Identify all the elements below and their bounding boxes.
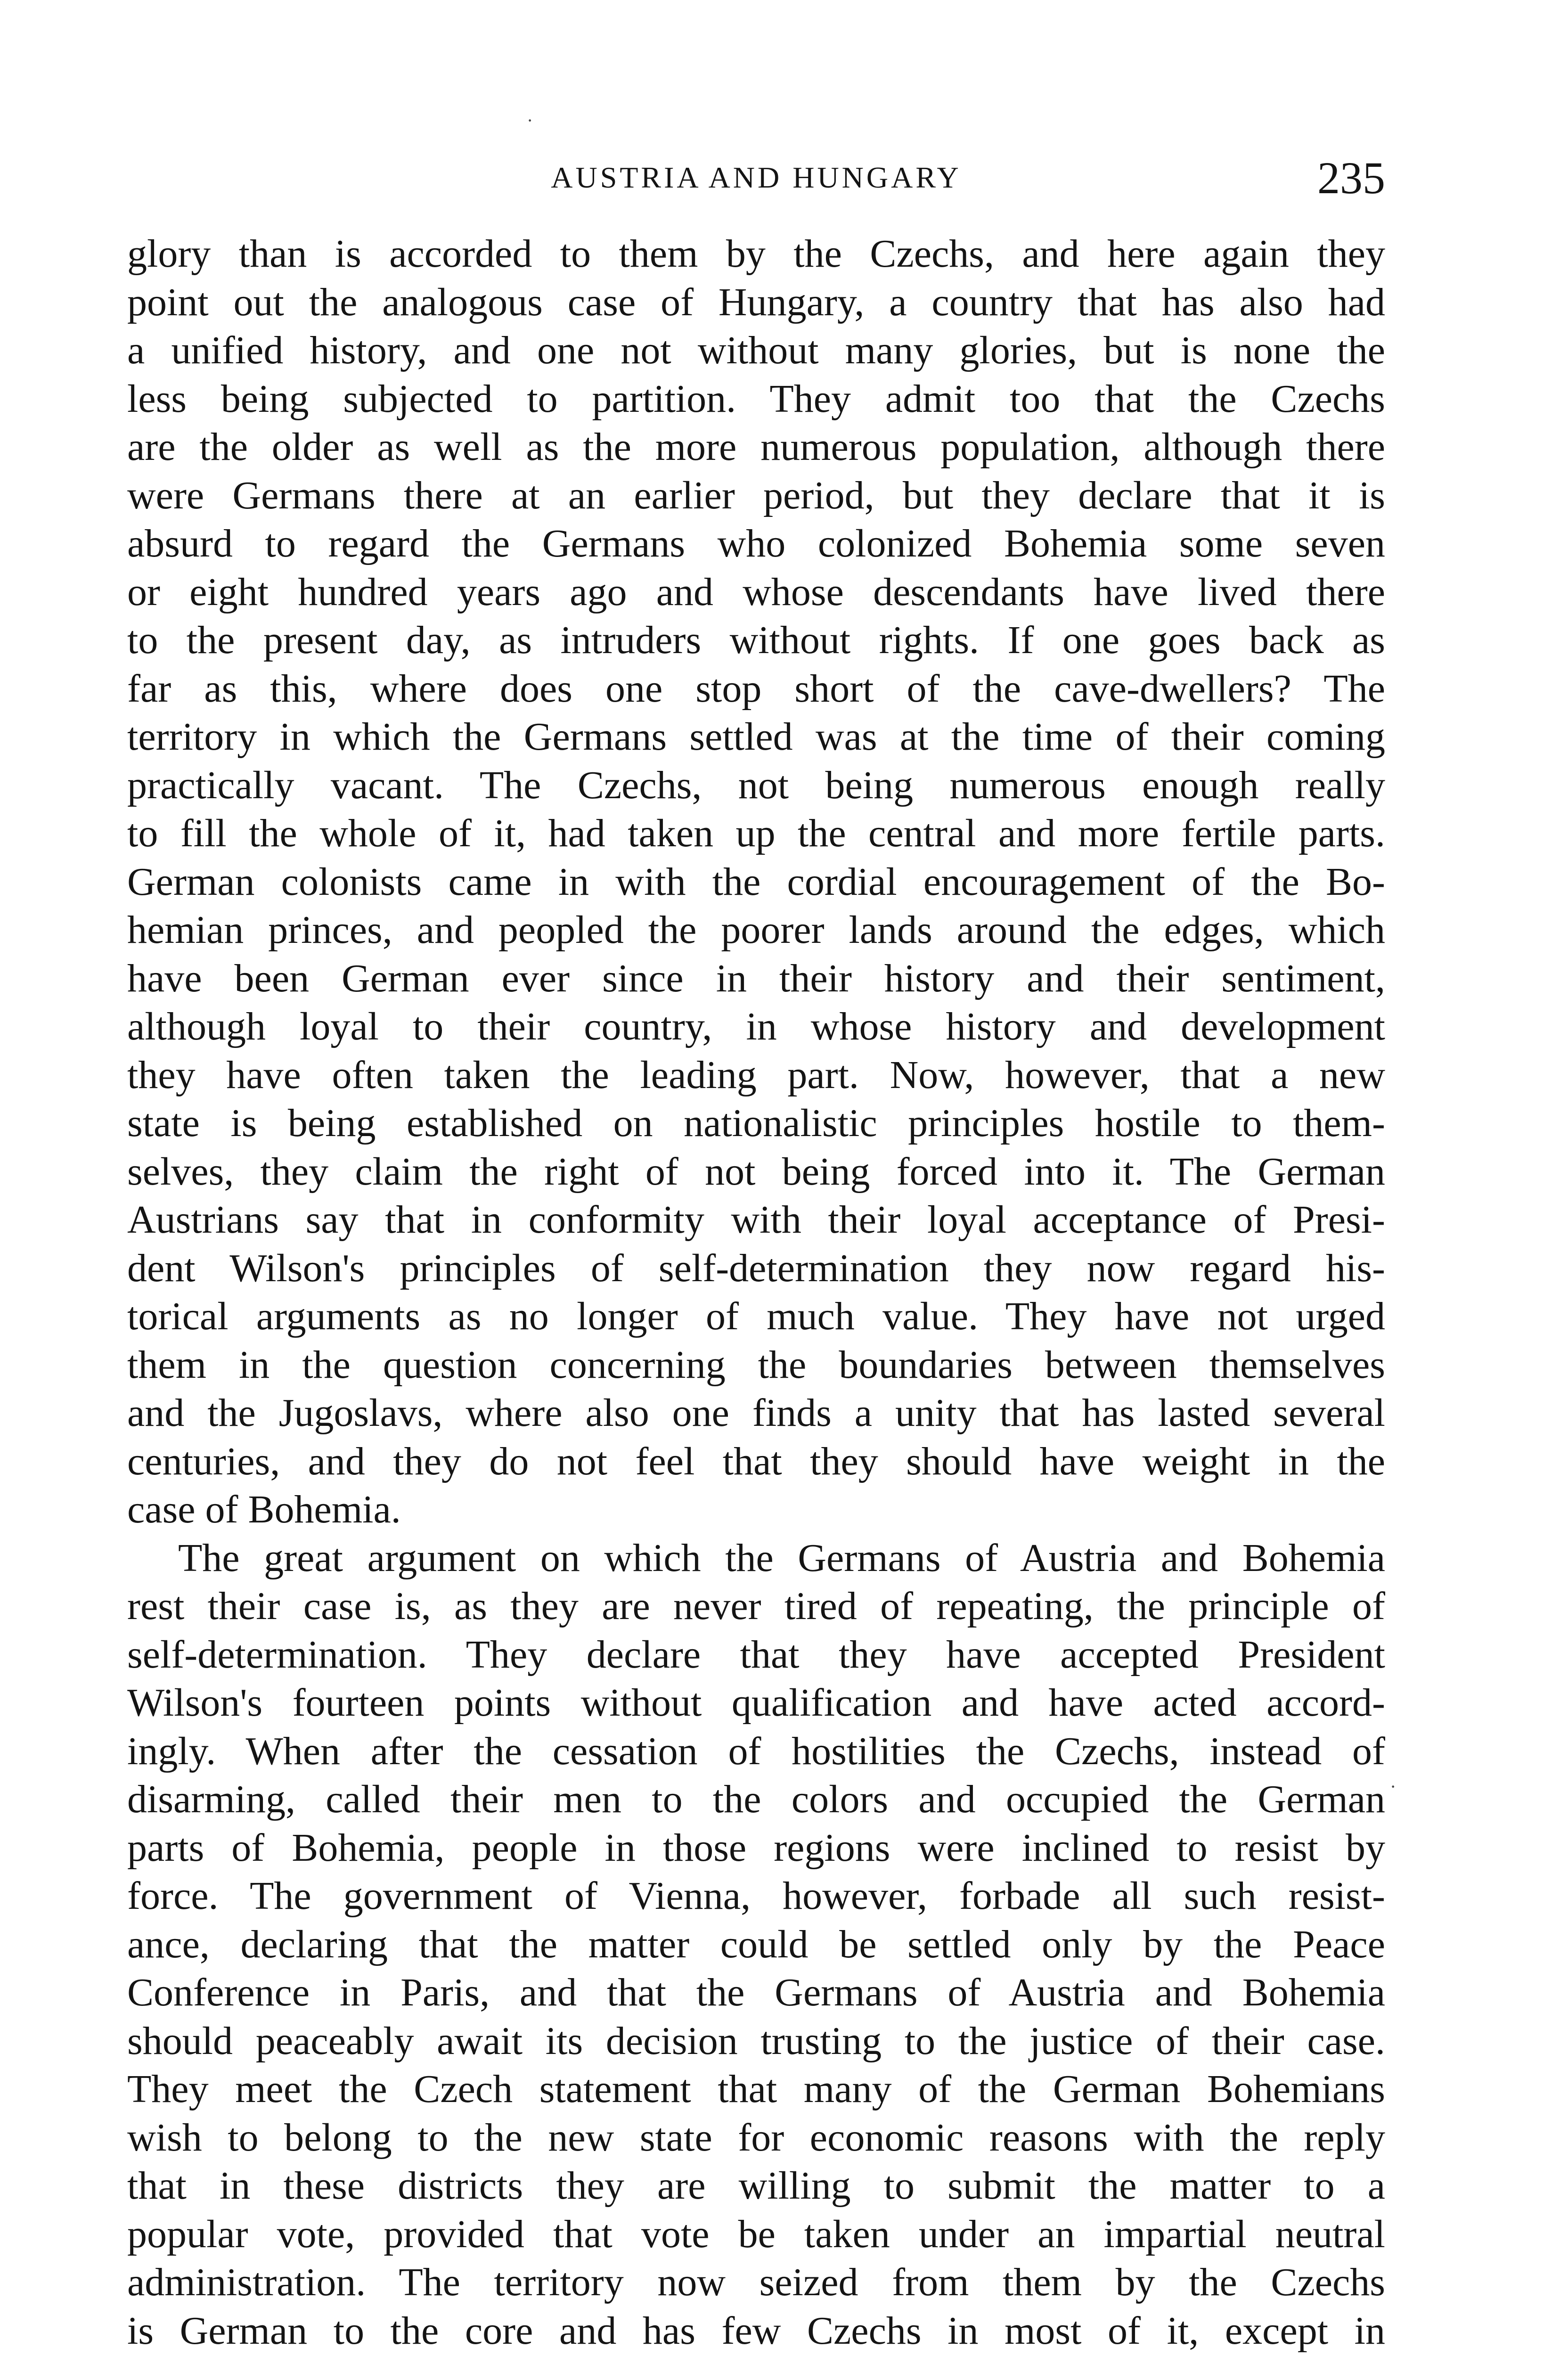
text-line: to the present day, as intruders without rights. If one goes back as	[127, 618, 1385, 662]
text-line: less being subjected to partition. They admit too that the Czechs	[127, 376, 1385, 421]
text-line: parts of Bohemia, people in those regions were inclined to resist by	[127, 1825, 1385, 1870]
text-line: are the older as well as the more numerous population, although there	[127, 425, 1385, 469]
text-line: that in these districts they are willing to submit the matter to a	[127, 2164, 1385, 2208]
text-line: is German to the core and has few Czechs in most of it, except in	[127, 2308, 1385, 2353]
text-line: Conference in Paris, and that the Germans of Austria and Bohemia	[127, 1971, 1385, 2014]
text-line: territory in which the Germans settled was at the time of their coming	[127, 715, 1385, 759]
paragraph-start-line: The great argument on which the Germans of Austria and Bohemia	[178, 1536, 1385, 1580]
text-line: have been German ever since in their history and their sentiment,	[127, 956, 1385, 1000]
text-line: Austrians say that in conformity with their loyal acceptance of Presi-	[127, 1198, 1385, 1242]
text-line: ingly. When after the cessation of hostilities the Czechs, instead of	[127, 1729, 1385, 1773]
text-line: wish to belong to the new state for economic reasons with the reply	[127, 2115, 1385, 2160]
text-line: dent Wilson's principles of self-determination they now regard his-	[127, 1246, 1385, 1290]
text-line: absurd to regard the Germans who colonized Bohemia some seven	[127, 522, 1385, 565]
running-title: AUSTRIA AND HUNGARY	[551, 161, 962, 194]
text-line: although loyal to their country, in whose history and development	[127, 1005, 1385, 1048]
text-line: force. The government of Vienna, however, forbade all such resist-	[127, 1874, 1385, 1918]
text-line: German colonists came in with the cordial encouragement of the Bo-	[127, 859, 1385, 904]
text-line: self-determination. They declare that they have accepted President	[127, 1632, 1385, 1677]
text-line: them in the question concerning the boundaries between themselves	[127, 1342, 1385, 1387]
text-line: centuries, and they do not feel that they should have weight in the	[127, 1439, 1385, 1483]
print-speck: ·	[1390, 1776, 1396, 1797]
text-line: They meet the Czech statement that many of the German Bohemians	[127, 2067, 1385, 2111]
running-head	[127, 152, 1385, 204]
text-line: popular vote, provided that vote be taken under an impartial neutral	[127, 2212, 1385, 2256]
text-line: practically vacant. The Czechs, not being numerous enough really	[127, 763, 1385, 807]
text-line: hemian princes, and peopled the poorer lands around the edges, which	[127, 908, 1385, 952]
text-line: glory than is accorded to them by the Czechs, and here again they	[127, 232, 1385, 276]
text-line: ance, declaring that the matter could be settled only by the Peace	[127, 1922, 1385, 1966]
text-line: and the Jugoslavs, where also one finds a unity that has lasted several	[127, 1391, 1385, 1435]
text-line: a unified history, and one not without many glories, but is none the	[127, 328, 1385, 372]
text-line: far as this, where does one stop short of the cave-dwellers? The	[127, 666, 1385, 711]
text-line: to fill the whole of it, had taken up the central and more fertile parts.	[127, 811, 1385, 855]
text-line: or eight hundred years ago and whose descendants have lived there	[127, 570, 1385, 614]
body-text	[127, 230, 1385, 2356]
text-line: were Germans there at an earlier period, but they declare that it is	[127, 473, 1385, 517]
text-line: torical arguments as no longer of much value. They have not urged	[127, 1294, 1385, 1338]
page-number: 235	[1317, 153, 1385, 203]
text-line: point out the analogous case of Hungary, a country that has also had	[127, 280, 1385, 324]
paragraph-end-line: case of Bohemia.	[127, 1488, 401, 1531]
text-line: should peaceably await its decision trusting to the justice of their case.	[127, 2019, 1385, 2063]
print-speck: ·	[527, 110, 533, 131]
text-line: Wilson's fourteen points without qualification and have acted accord-	[127, 1681, 1385, 1725]
text-line: rest their case is, as they are never tired of repeating, the principle of	[127, 1584, 1385, 1628]
text-line: disarming, called their men to the colors and occupied the German	[127, 1777, 1385, 1821]
text-line: state is being established on nationalistic principles hostile to them-	[127, 1101, 1385, 1145]
text-line: selves, they claim the right of not being forced into it. The German	[127, 1149, 1385, 1194]
text-line: administration. The territory now seized from them by the Czechs	[127, 2260, 1385, 2304]
text-line: they have often taken the leading part. Now, however, that a new	[127, 1053, 1385, 1097]
